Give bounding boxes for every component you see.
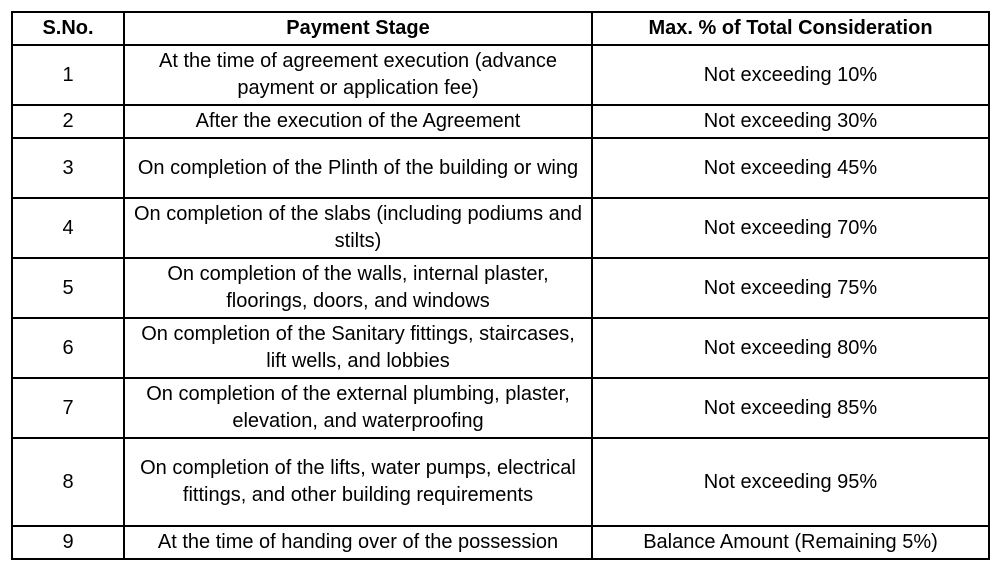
cell-max: Not exceeding 10% [592,45,989,105]
table-row [12,258,989,318]
table-row [12,45,989,105]
cell-max: Not exceeding 85% [592,378,989,438]
cell-stage: After the execution of the Agreement [124,105,592,138]
cell-stage: At the time of handing over of the possession [124,526,592,559]
cell-max: Not exceeding 70% [592,198,989,258]
cell-max: Not exceeding 80% [592,318,989,378]
cell-max: Balance Amount (Remaining 5%) [592,526,989,559]
cell-stage: On completion of the Plinth of the building or wing [124,138,592,198]
header-sno: S.No. [12,12,124,45]
cell-sno: 4 [12,198,124,258]
cell-sno: 9 [12,526,124,559]
table-row [12,198,989,258]
cell-sno: 7 [12,378,124,438]
cell-stage: On completion of the lifts, water pumps, electrical fittings, and other building requirements [124,438,592,526]
cell-max: Not exceeding 45% [592,138,989,198]
table-row [12,378,989,438]
cell-sno: 5 [12,258,124,318]
cell-sno: 1 [12,45,124,105]
table-header-row [12,12,989,45]
header-max-percent: Max. % of Total Consideration [592,12,989,45]
table-row [12,438,989,526]
payment-schedule-table [11,11,990,560]
cell-max: Not exceeding 75% [592,258,989,318]
payment-schedule [11,11,990,560]
cell-sno: 3 [12,138,124,198]
cell-stage: At the time of agreement execution (advance payment or application fee) [124,45,592,105]
cell-stage: On completion of the external plumbing, plaster, elevation, and waterproofing [124,378,592,438]
cell-stage: On completion of the walls, internal plaster, floorings, doors, and windows [124,258,592,318]
cell-stage: On completion of the slabs (including podiums and stilts) [124,198,592,258]
cell-sno: 2 [12,105,124,138]
table-row [12,526,989,559]
table-row [12,138,989,198]
cell-max: Not exceeding 30% [592,105,989,138]
cell-max: Not exceeding 95% [592,438,989,526]
table-row [12,318,989,378]
cell-sno: 6 [12,318,124,378]
cell-sno: 8 [12,438,124,526]
cell-stage: On completion of the Sanitary fittings, staircases, lift wells, and lobbies [124,318,592,378]
table-row [12,105,989,138]
header-payment-stage: Payment Stage [124,12,592,45]
